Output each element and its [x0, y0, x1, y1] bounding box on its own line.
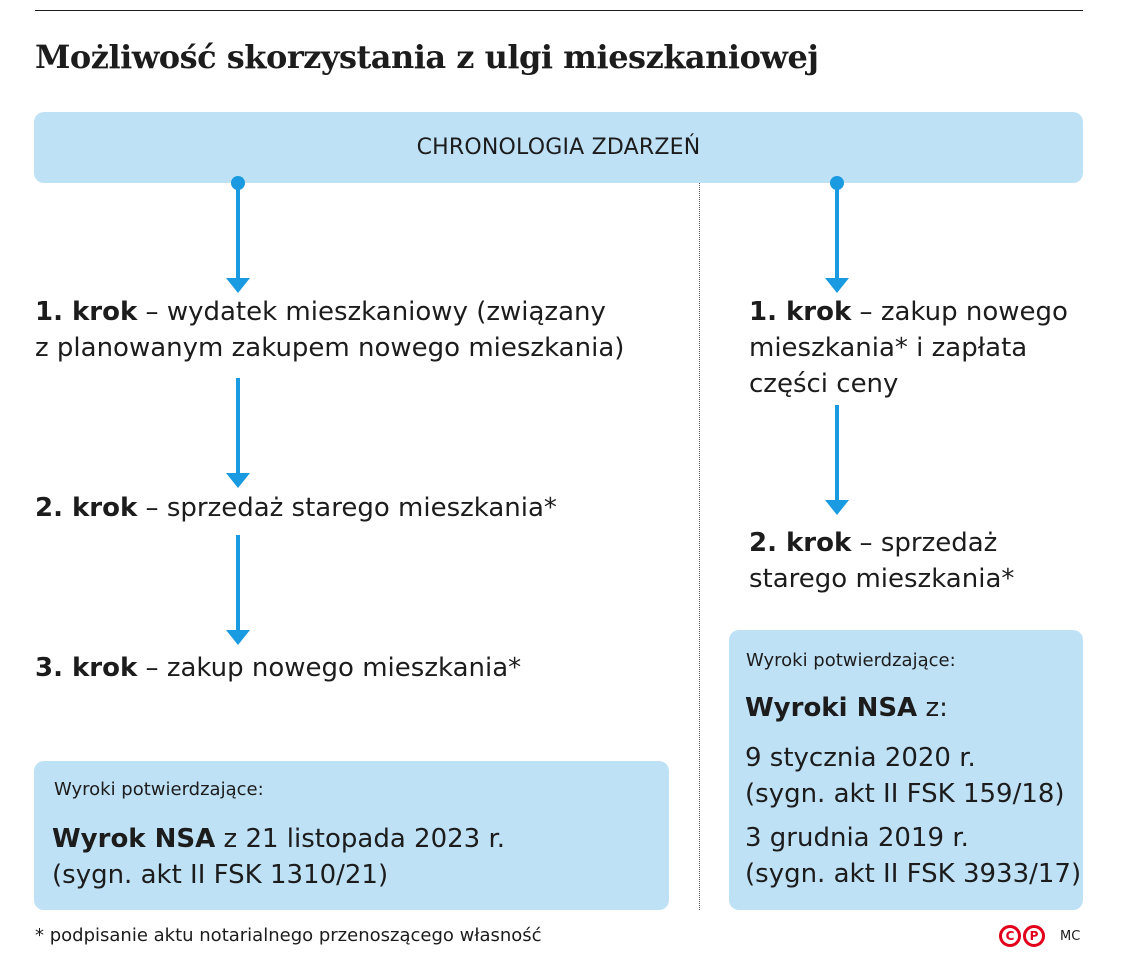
step-text: z planowanym zakupem nowego mieszkania) [35, 333, 625, 363]
chronology-header [34, 112, 1083, 183]
step-text: mieszkania* i zapłata [749, 333, 1028, 363]
ruling-text [52, 821, 505, 893]
right-rulings-box [729, 630, 1083, 910]
right-step-2 [749, 525, 1014, 597]
left-arrow-3 [225, 535, 251, 645]
logo-c: C [999, 925, 1021, 947]
ruling-lead-suffix: z: [917, 693, 948, 723]
ruling-date: z 21 listopada 2023 r. [215, 824, 506, 854]
author-initials: MC [1060, 929, 1081, 944]
step-text: części ceny [749, 369, 899, 399]
footnote: * podpisanie aktu notarialnego przenoszącego własność [35, 925, 542, 946]
rulings-label: Wyroki potwierdzające: [54, 779, 264, 800]
ruling-lead: Wyrok NSA [52, 824, 216, 854]
ruling-lead: Wyroki NSA [745, 693, 918, 723]
ruling-ref: (sygn. akt II FSK 159/18) [745, 779, 1065, 809]
step-text: – sprzedaż [851, 528, 998, 558]
left-step-3 [35, 650, 521, 686]
ruling-date: 9 stycznia 2020 r. [745, 743, 976, 773]
step-lead: 1. krok [35, 297, 138, 327]
left-rulings-box [34, 761, 669, 910]
right-step-1 [749, 294, 1068, 402]
page-title: Możliwość skorzystania z ulgi mieszkaniowej [35, 38, 819, 76]
ruling-ref: (sygn. akt II FSK 1310/21) [52, 860, 389, 890]
step-text: – zakup nowego [851, 297, 1068, 327]
chronology-header-label: CHRONOLOGIA ZDARZEŃ [416, 135, 701, 160]
step-text: – zakup nowego mieszkania* [137, 653, 522, 683]
top-rule [35, 10, 1083, 11]
logo-p: P [1023, 925, 1045, 947]
step-lead: 2. krok [749, 528, 852, 558]
step-lead: 2. krok [35, 493, 138, 523]
column-divider [699, 183, 700, 910]
publisher-logo [999, 925, 1045, 949]
right-arrow-2 [824, 405, 850, 515]
left-arrow-1 [225, 183, 251, 293]
left-arrow-2 [225, 378, 251, 488]
step-text: – wydatek mieszkaniowy (związany [137, 297, 606, 327]
left-step-1 [35, 294, 624, 366]
ruling-text [745, 690, 1081, 892]
rulings-label: Wyroki potwierdzające: [746, 650, 956, 671]
step-lead: 1. krok [749, 297, 852, 327]
right-arrow-1 [824, 183, 850, 293]
step-text: – sprzedaż starego mieszkania* [137, 493, 557, 523]
left-step-2 [35, 490, 557, 526]
step-text: starego mieszkania* [749, 564, 1015, 594]
ruling-date: 3 grudnia 2019 r. [745, 823, 969, 853]
step-lead: 3. krok [35, 653, 138, 683]
ruling-ref: (sygn. akt II FSK 3933/17) [745, 859, 1082, 889]
